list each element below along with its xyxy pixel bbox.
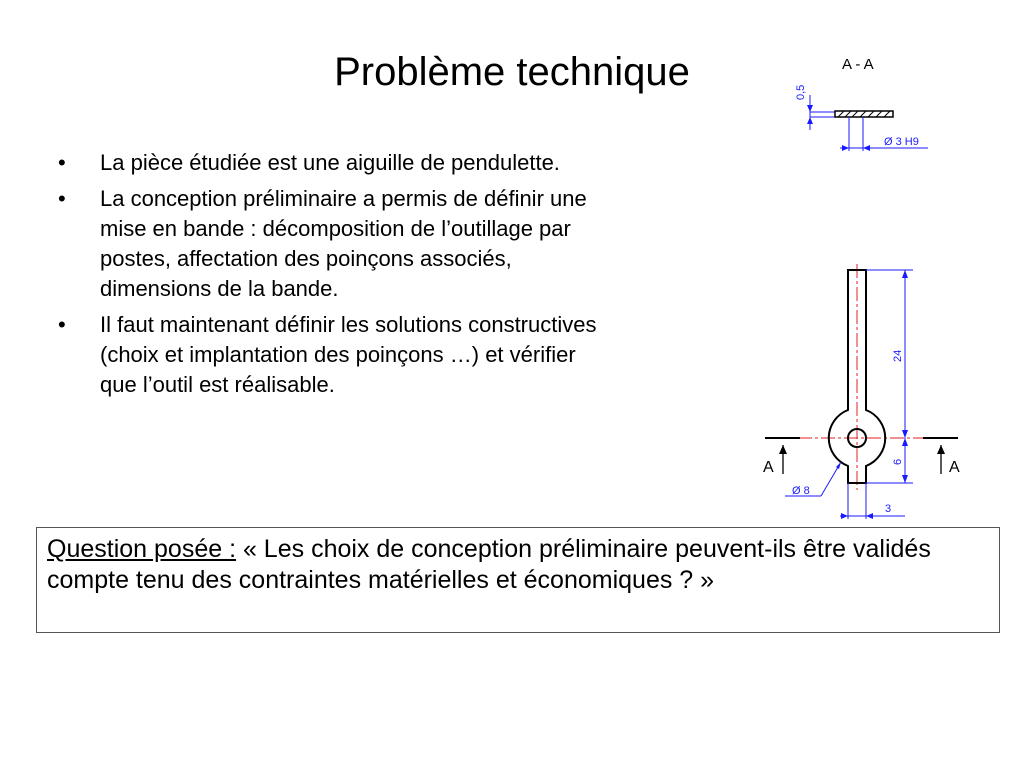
dim-thickness: 0,5 bbox=[795, 84, 807, 100]
bullet-marker: • bbox=[58, 150, 66, 175]
dim-hole: Ø 3 H9 bbox=[884, 136, 919, 148]
section-mark-left: A bbox=[763, 459, 774, 476]
bullet-marker: • bbox=[58, 312, 66, 337]
bullet-text: La conception préliminaire a permis de définir une mise en bande : décomposition de l’outillage par postes, affectation des poinçons associés, dimensions de la bande. bbox=[100, 186, 587, 301]
dim-hub: 6 bbox=[892, 458, 904, 465]
question-label: Question posée : bbox=[47, 535, 237, 563]
slide-title: Problème technique bbox=[334, 50, 690, 94]
bullet-list bbox=[58, 148, 618, 406]
section-view-drawing bbox=[780, 45, 950, 160]
bullet-item bbox=[58, 148, 618, 178]
bullet-text: Il faut maintenant définir les solutions constructives (choix et implantation des poinçons …) et vérifier que l’outil est réalisable. bbox=[100, 312, 597, 397]
question-box bbox=[36, 527, 1000, 633]
bullet-item bbox=[58, 310, 618, 400]
section-mark-right: A bbox=[949, 459, 960, 476]
bullet-marker: • bbox=[58, 186, 66, 211]
dim-length: 24 bbox=[892, 349, 904, 362]
dim-width: 3 bbox=[885, 503, 892, 515]
bullet-text: La pièce étudiée est une aiguille de pendulette. bbox=[100, 150, 560, 175]
bullet-item bbox=[58, 184, 618, 304]
dim-diameter: Ø 8 bbox=[792, 485, 810, 497]
front-view-drawing bbox=[755, 262, 970, 524]
question-text: « Les choix de conception préliminaire peuvent-ils être validés compte tenu des contraintes matérielles et économiques ? » bbox=[47, 535, 931, 594]
section-title: A - A bbox=[842, 56, 874, 73]
